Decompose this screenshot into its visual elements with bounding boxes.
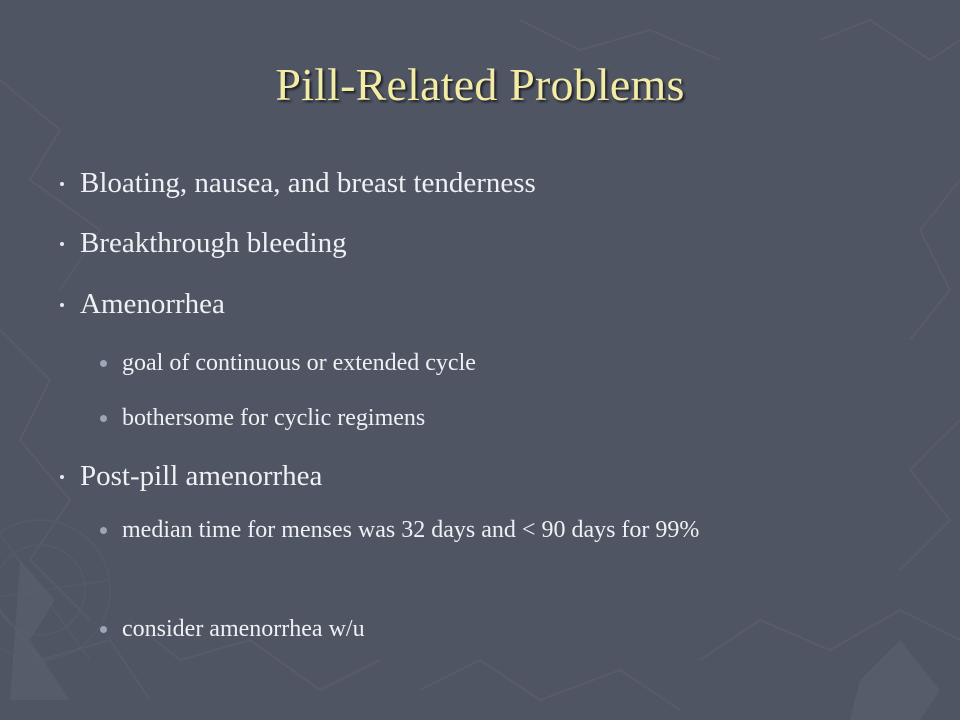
bullet-dot-icon xyxy=(60,475,64,479)
bullet-dot-icon xyxy=(60,182,64,186)
sub-bullet-dot-icon xyxy=(100,626,107,633)
sub-bullet-item xyxy=(122,513,922,547)
bullet-text: Breakthrough bleeding xyxy=(80,227,347,259)
bullet-text: Amenorrhea xyxy=(80,288,225,320)
sub-bullet-text: bothersome for cyclic regimens xyxy=(122,405,426,431)
sub-bullet-item xyxy=(122,346,922,380)
sub-bullet-text: goal of continuous or extended cycle xyxy=(122,350,476,376)
bullet-text: Post-pill amenorrhea xyxy=(80,460,323,492)
bullet-text: Bloating, nausea, and breast tenderness xyxy=(80,167,536,199)
bullet-item xyxy=(80,166,536,200)
slide-title: Pill-Related Problems xyxy=(275,59,685,110)
sub-bullet-item xyxy=(122,401,922,435)
sub-bullet-text: median time for menses was 32 days and < 90 days for 99% xyxy=(122,517,700,543)
sub-bullet-dot-icon xyxy=(100,360,107,367)
sub-bullet-text: consider amenorrhea w/u xyxy=(122,616,365,642)
sub-bullet-item xyxy=(122,612,922,646)
bullet-dot-icon xyxy=(60,242,64,246)
sub-bullet-dot-icon xyxy=(100,527,107,534)
sub-bullet-dot-icon xyxy=(100,415,107,422)
bullet-item xyxy=(80,226,347,260)
bullet-item xyxy=(80,459,322,493)
bullet-item xyxy=(80,287,225,321)
bullet-dot-icon xyxy=(60,303,64,307)
